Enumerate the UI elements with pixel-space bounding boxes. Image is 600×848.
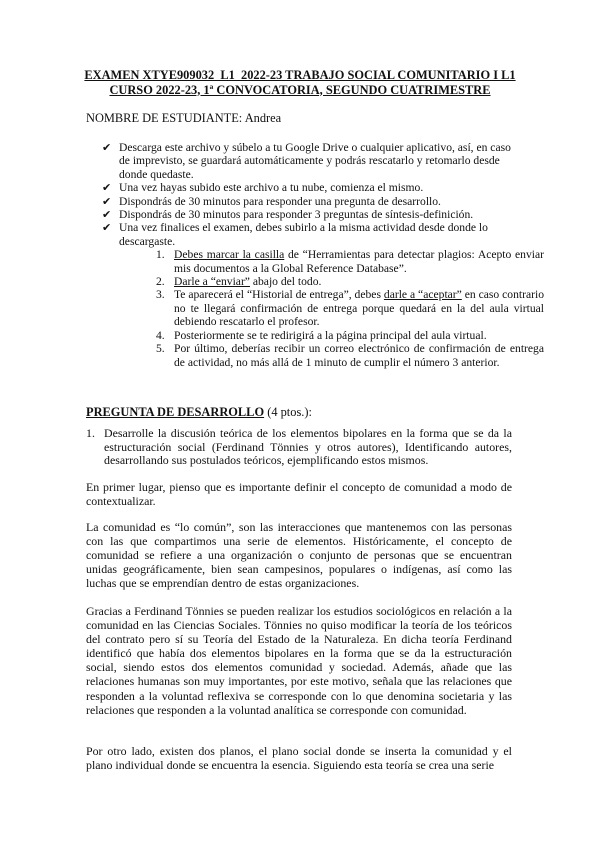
instruction-text: Una vez hayas subido este archivo a tu nube, comienza el mismo. (119, 181, 424, 195)
checkmark-icon: ✔ (102, 181, 112, 195)
exam-title (60, 68, 540, 97)
step-item (156, 248, 544, 275)
answer-paragraph: La comunidad es “lo común”, son las interacciones que mantenemos con las personas con las que compartimos una serie de elementos. Históricamente, el concepto de comunidad se refiere a una organización o conjunto de personas que se encuentran unidas geográficamente, bien sean campesinos, populares o indígenas, así como las luchas que se emprendían dentro de estas organizaciones. (86, 520, 512, 591)
step-text: Posteriormente se te redirigirá a la página principal del aula virtual. (174, 328, 487, 342)
step-text: abajo del todo. (249, 275, 322, 289)
step-emphasis: Darle a “enviar” (174, 275, 250, 289)
instruction-text: Una vez finalices el examen, debes subirlo a la misma actividad desde donde lo descargaste. (119, 221, 488, 248)
step-emphasis: Debes marcar la casilla (174, 248, 285, 262)
step-number: 4. (156, 328, 165, 342)
instruction-item (102, 208, 516, 221)
instruction-text: Dispondrás de 30 minutos para responder una pregunta de desarrollo. (119, 194, 441, 208)
step-item (156, 342, 544, 369)
step-item (156, 329, 544, 342)
section-points: (4 ptos.): (264, 405, 312, 419)
step-emphasis: darle a “aceptar” (383, 288, 462, 302)
step-item (156, 288, 544, 328)
question-number: 1. (86, 426, 95, 440)
question-item (86, 427, 512, 468)
step-number: 2. (156, 275, 165, 289)
answer-paragraph: En primer lugar, pienso que es importante definir el concepto de comunidad a modo de contextualizar. (86, 480, 512, 509)
student-name-line (86, 111, 281, 126)
exam-title-line-2: CURSO 2022-23, 1ª CONVOCATORIA, SEGUNDO CUATRIMESTRE (109, 82, 491, 97)
step-item (156, 275, 544, 288)
instruction-text: Dispondrás de 30 minutos para responder 3 preguntas de síntesis-definición. (119, 208, 474, 222)
section-heading (86, 405, 312, 420)
instructions-list (102, 141, 545, 369)
question-text: Desarrolle la discusión teórica de los elementos bipolares en la forma que se da la estructuración social (Ferdinand Tönnies y otros autores), Identificando autores, desarrollando sus postulados teóricos, ejemplificando estos mismos. (104, 426, 512, 468)
step-text: en caso contrario no te llegará confirmación de entrega porque quedará en la del aula virtual debiendo rescatarlo el profesor. (174, 288, 544, 329)
instruction-item (102, 141, 516, 181)
step-number: 1. (156, 248, 165, 262)
checkmark-icon: ✔ (102, 208, 112, 222)
section-heading-title: PREGUNTA DE DESARROLLO (86, 405, 265, 419)
student-name: Andrea (244, 111, 282, 125)
instruction-item (102, 221, 545, 369)
instruction-text: Descarga este archivo y súbelo a tu Google Drive o cualquier aplicativo, así, en caso de imprevisto, se guardará automáticamente y podrás rescatarlo y retomarlo desde donde quedaste. (119, 141, 511, 181)
student-label: NOMBRE DE ESTUDIANTE: (86, 111, 243, 125)
instruction-item (102, 181, 516, 194)
step-text: Por último, deberías recibir un correo electrónico de confirmación de entrega de actividad, no más allá de 1 minuto de cumplir el número 3 anterior. (174, 342, 544, 369)
step-text: de “Herramientas para detectar plagios: Acepto enviar mis documentos a la Global Reference Database”. (174, 248, 545, 275)
checkmark-icon: ✔ (102, 141, 112, 154)
answer-paragraph: Gracias a Ferdinand Tönnies se pueden realizar los estudios sociológicos en relación a la comunidad en las Ciencias Sociales. Tönnies no quiso modificar la teoría de los teóricos del contrato pero sí su Teoría del Estado de la Naturaleza. En dicha teoría Ferdinand identificó que había dos elementos bipolares en la forma que se da la estructuración social, siendo estos dos elementos comunidad y sociedad. Además, añade que las relaciones humanas son muy importantes, por este motivo, señala que las relaciones que responden a la voluntad reflexiva se corresponde con lo que denomina societaria y las relaciones que responden a la voluntad analítica se corresponde con comunidad. (86, 604, 512, 717)
step-text: Te aparecerá el “Historial de entrega”, debes (174, 288, 384, 302)
checkmark-icon: ✔ (102, 194, 112, 208)
step-number: 5. (156, 342, 165, 356)
step-number: 3. (156, 288, 165, 302)
instruction-item (102, 195, 516, 208)
submission-steps (156, 248, 544, 369)
answer-paragraph: Por otro lado, existen dos planos, el plano social donde se inserta la comunidad y el plano individual donde se encuentra la esencia. Siguiendo esta teoría se crea una serie (86, 744, 512, 773)
checkmark-icon: ✔ (102, 221, 112, 235)
exam-title-line-1: EXAMEN XTYE909032_L1_2022-23 TRABAJO SOCIAL COMUNITARIO I L1 (84, 68, 516, 82)
